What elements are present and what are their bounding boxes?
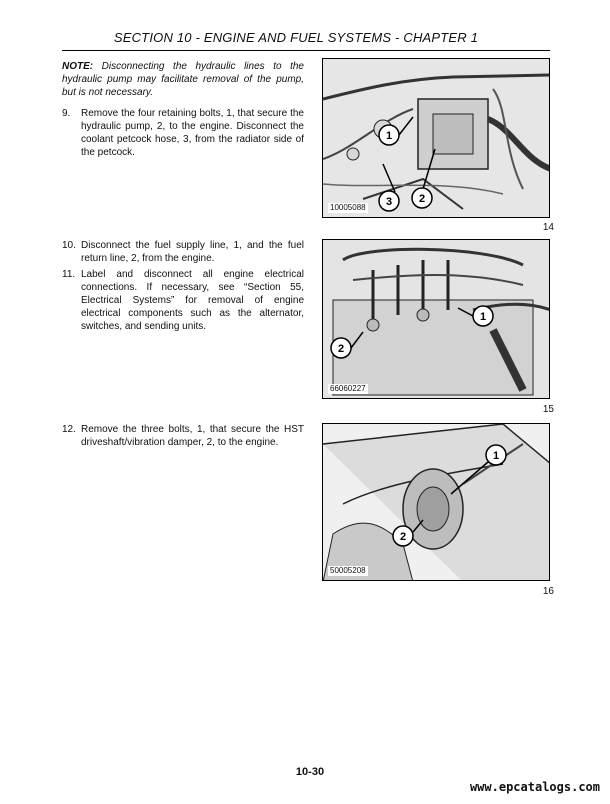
callout-2: 2: [418, 193, 426, 205]
figure-16-photo: [322, 423, 550, 581]
step-number: 10.: [62, 240, 76, 251]
note-label: NOTE:: [62, 61, 94, 72]
step-12: [62, 423, 304, 449]
section-header: SECTION 10 - ENGINE AND FUEL SYSTEMS - CHAPTER 1: [113, 30, 479, 45]
step-text: Disconnect the fuel supply line, 1, and the fuel return line, 2, from the engine.: [81, 240, 304, 264]
figure-15-photo: [322, 239, 550, 399]
step-11: [62, 268, 304, 333]
fuel-lines-illustration: [323, 240, 550, 399]
step-text: Remove the four retaining bolts, 1, that secure the hydraulic pump, 2, to the engine. Disconnect the coolant petcock hose, 3, from the radiator side of the petcock.: [81, 108, 304, 158]
figure-14-photo: [322, 58, 550, 218]
callout-3: 3: [385, 196, 393, 208]
callout-2: 2: [399, 531, 407, 543]
callout-2: 2: [337, 343, 345, 355]
callout-1: 1: [385, 130, 393, 142]
figure-code: 50005208: [330, 566, 366, 575]
step-number: 9.: [62, 108, 71, 119]
figure-number: 15: [542, 404, 554, 415]
watermark: www.epcatalogs.com: [469, 780, 600, 794]
step-9: [62, 107, 304, 159]
hydraulic-pump-illustration: [323, 59, 550, 218]
figure-number: 16: [542, 586, 554, 597]
step-text: Remove the three bolts, 1, that secure the HST driveshaft/vibration damper, 2, to the engine.: [81, 424, 304, 448]
callout-1: 1: [492, 450, 500, 462]
step-number: 11.: [62, 269, 76, 280]
figure-code: 10005088: [330, 203, 366, 212]
hst-driveshaft-illustration: [323, 424, 550, 581]
note-text: Disconnecting the hydraulic lines to the hydraulic pump may facilitate removal of the pump, but is not necessary.: [62, 61, 304, 98]
step-text: Label and disconnect all engine electrical connections. If necessary, see “Section 55, Electrical Systems” for removal of engine electrical components such as the alternator, switches, and sending units.: [81, 269, 304, 332]
callout-1: 1: [479, 311, 487, 323]
step-number: 12.: [62, 424, 76, 435]
header-rule: [62, 50, 550, 51]
note-paragraph: [62, 60, 304, 99]
figure-number: 14: [542, 222, 554, 233]
step-10: [62, 239, 304, 265]
page-number: 10-30: [295, 766, 325, 778]
figure-code: 66060227: [330, 384, 366, 393]
